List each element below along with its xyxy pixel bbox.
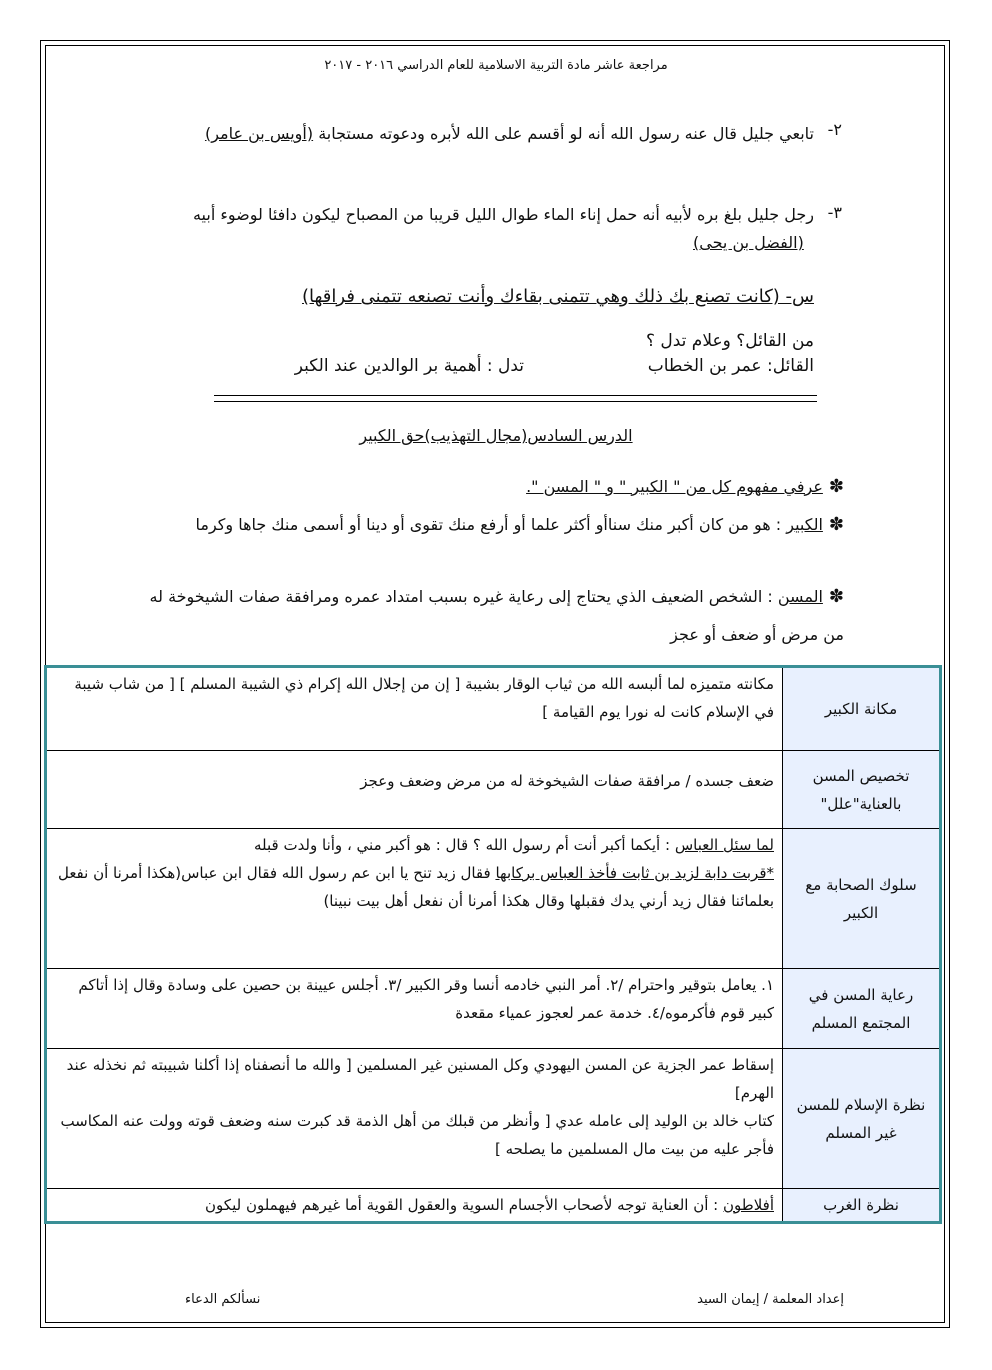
footer-closing: نسألكم الدعاء bbox=[185, 1292, 261, 1307]
row-content-text: فقال زيد تنح يا ابن عم رسول الله فقال ابن عباس(هكذا أمرنا أن نفعل بعلمائنا فقال زيد أرني يدك فقبلها وقال هكذا أمرنا أن نفعل أهل بيت نبينا) bbox=[57, 864, 774, 910]
bullet-text: عرفي مفهوم كل من " الكبير " و " المسن ". bbox=[526, 477, 823, 496]
row-content-text: : أن العناية توجه لأصحاب الأجسام السوية والعقول القوية أما غيرهم فيهملون ليكون bbox=[205, 1196, 719, 1214]
question-meaning: تدل : أهمية بر الوالدين عند الكبر bbox=[294, 356, 524, 376]
table-row bbox=[46, 969, 941, 1049]
lesson-title bbox=[0, 426, 992, 445]
row-content-text: كتاب خالد بن الوليد إلى عامله عدي [ وأنظر من قبلك من أهل الذمة قد كبرت سنه وضعف قوته وولت عنه المكاسب فأجر عليه من بيت مال المسلمين ما يصلحه ] bbox=[60, 1112, 774, 1158]
question-speaker: القائل: عمر بن الخطاب bbox=[647, 356, 814, 376]
separator-line bbox=[214, 395, 817, 396]
table-row bbox=[46, 667, 941, 751]
item-answer: (الفضل بن يحى) bbox=[693, 233, 804, 252]
footer-prepared-by: إعداد المعلمة / إيمان السيد bbox=[697, 1292, 844, 1307]
row-heading: رعاية المسن في المجتمع المسلم bbox=[783, 969, 941, 1049]
table-row bbox=[46, 751, 941, 829]
definition-kabir: : هو من كان أكبر منك سناأو أكثر علما أو أرفع منك تقوى أو دينا أو أسمى منك جاها وكرما bbox=[195, 515, 782, 534]
flower-bullet-icon: ✽ bbox=[828, 586, 844, 607]
definition-musin: : الشخص الضعيف الذي يحتاج إلى رعاية غيره بسبب امتداد عمره ومرافقة صفات الشيخوخة له من مرض أو ضعف أو عجز bbox=[149, 587, 844, 644]
row-content bbox=[46, 1189, 783, 1223]
flower-bullet-icon: ✽ bbox=[828, 514, 844, 535]
row-content-text: : أيكما أكبر أنت أم رسول الله ؟ قال : هو أكبر مني ، وأنا ولدت قبله bbox=[253, 836, 671, 854]
table-row bbox=[46, 829, 941, 969]
row-heading: تخصيص المسن بالعناية"علل" bbox=[783, 751, 941, 829]
item-text bbox=[174, 201, 814, 257]
item-answer: (أويس بن عامر) bbox=[204, 124, 314, 143]
flower-bullet-icon: ✽ bbox=[828, 476, 844, 497]
lesson-title-text: الدرس السادس(مجال التهذيب)حق الكبير bbox=[359, 426, 633, 445]
row-content-underlined: *قربت دابة لزيد بن ثابت فأخذ العباس بركابها bbox=[495, 864, 774, 882]
row-content-text: إسقاط عمر الجزية عن المسن اليهودي وكل المسنين غير المسلمين [ والله ما أنصفناه إذا أكلنا شبيبته ثم نخذله عند الهرم] bbox=[66, 1056, 774, 1102]
row-heading: سلوك الصحابة مع الكبير bbox=[783, 829, 941, 969]
row-heading: نظرة الغرب bbox=[783, 1189, 941, 1223]
question-quote bbox=[194, 284, 814, 310]
row-heading: مكانة الكبير bbox=[783, 667, 941, 751]
item-number: ٢- bbox=[827, 120, 842, 139]
term-kabir: الكبير bbox=[786, 515, 823, 534]
item-number: ٣- bbox=[827, 203, 842, 222]
row-content: مكانته متميزه لما ألبسه الله من ثياب الوقار بشيبة [ إن من إجلال الله إكرام ذي الشيبة المسلم ] [ من شاب شيبة في الإسلام كانت له نورا يوم القيامة ] bbox=[46, 667, 783, 751]
item-text bbox=[174, 120, 814, 148]
row-content-underlined: أفلاطون bbox=[723, 1196, 774, 1214]
row-heading: نظرة الإسلام للمسن غير المسلم bbox=[783, 1049, 941, 1189]
question-prompt: من القائل؟ وعلام تدل ؟ bbox=[645, 331, 814, 351]
question-quote-text: س- (كانت تصنع بك ذلك وهي تتمنى بقاءك وأنت تصنعه تتمنى فراقها) bbox=[301, 286, 814, 307]
separator-line bbox=[214, 401, 817, 402]
table-row bbox=[46, 1189, 941, 1223]
row-content-underlined: لما سئل العباس bbox=[674, 836, 774, 854]
term-musin: المسن bbox=[777, 587, 823, 606]
item-question: تابعي جليل قال عنه رسول الله أنه لو أقسم على الله لأبره ودعوته مستجابة bbox=[318, 124, 814, 143]
summary-table bbox=[44, 665, 942, 1224]
row-content: ١. يعامل بتوقير واحترام /٢. أمر النبي خادمه أنسا وقر الكبير /٣. أجلس عيينة بن حصين على وسادة وقال إذا أتاكم كبير قوم فأكرموه/٤. خدمة عمر لعجوز عمياء مقعدة bbox=[46, 969, 783, 1049]
item-question: رجل جليل بلغ بره لأبيه أنه حمل إناء الماء طوال الليل قريبا من المصباح ليكون دافئا لوضوء أبيه bbox=[192, 205, 814, 224]
bullet-kabir bbox=[144, 506, 844, 544]
table-row bbox=[46, 1049, 941, 1189]
page-header: مراجعة عاشر مادة التربية الاسلامية للعام الدراسي ٢٠١٦ - ٢٠١٧ bbox=[324, 58, 668, 73]
row-content: ضعف جسده / مرافقة صفات الشيخوخة له من مرض وضعف وعجز bbox=[46, 751, 783, 829]
bullet-musin bbox=[144, 578, 844, 654]
row-content bbox=[46, 1049, 783, 1189]
row-content bbox=[46, 829, 783, 969]
bullet-definition bbox=[144, 468, 844, 506]
